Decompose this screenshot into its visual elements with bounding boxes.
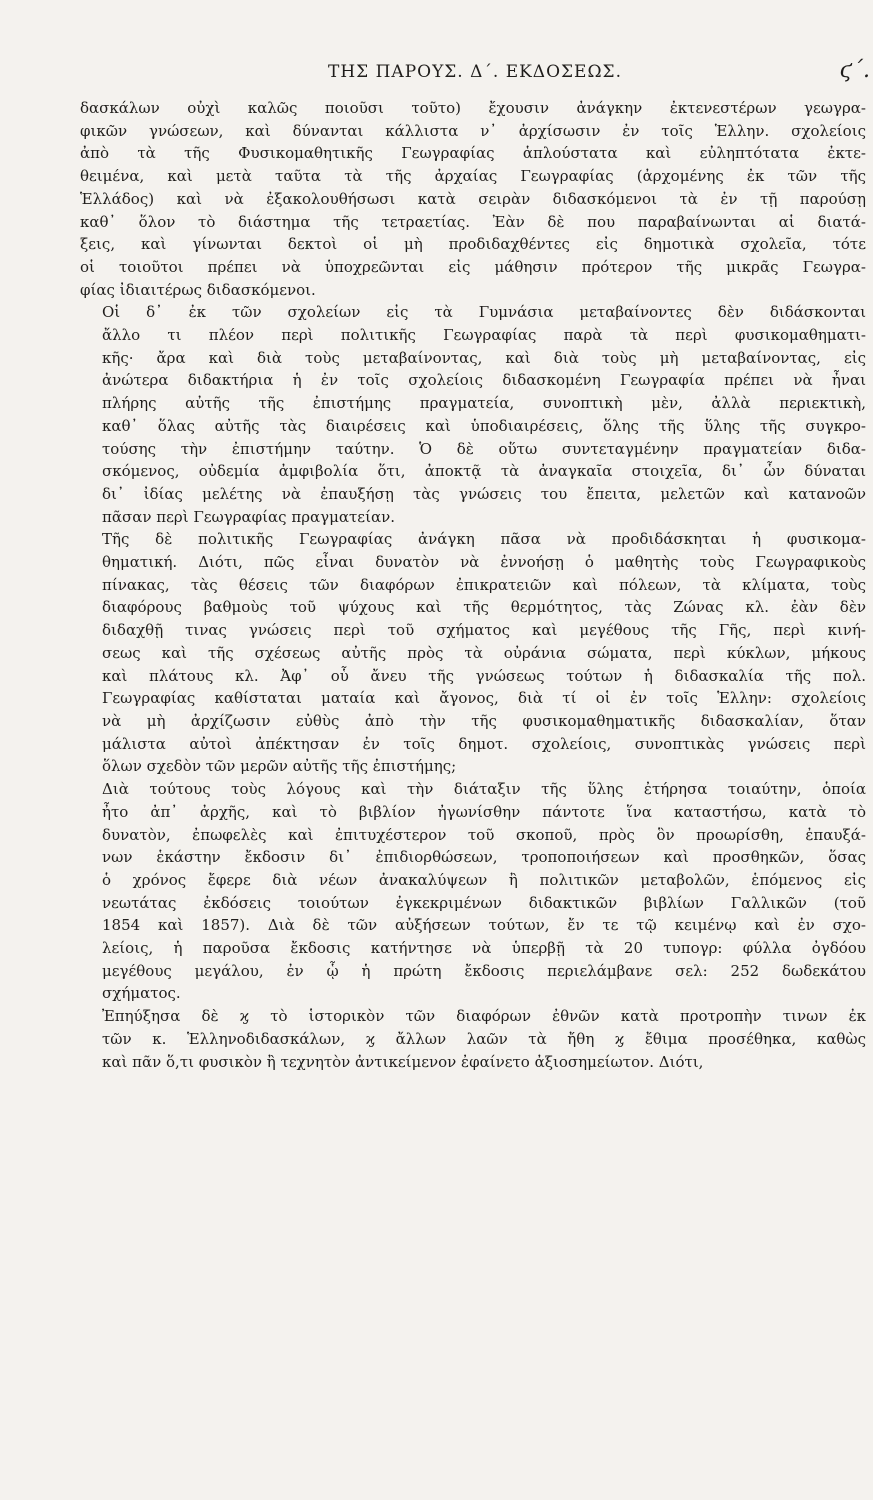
text-line: δυνατὸν, ἐπωφελὲς καὶ ἐπιτυχέστερον τοῦ σκοποῦ, πρὸς ὃν προωρίσθη, ἐπαυξά-: [102, 825, 866, 844]
text-line: μεγέθους μεγάλου, ἐν ᾧ ἡ πρώτη ἔκδοσις περιελάμβανε σελ: 252 δωδεκάτου: [102, 961, 866, 980]
page-header: [80, 58, 870, 92]
text-line: ἀπὸ τὰ τῆς Φυσικομαθητικῆς Γεωγραφίας ἁπλούστατα καὶ εὐληπτότατα ἐκτε-: [80, 144, 866, 163]
text-line: φίας ἰδιαιτέρως διδασκόμενοι.: [80, 280, 316, 299]
text-line: σεως καὶ τῆς σχέσεως αὐτῆς πρὸς τὰ οὐράνια σώματα, περὶ κύκλων, μήκους: [102, 643, 866, 662]
text-line: Τῆς δὲ πολιτικῆς Γεωγραφίας ἀνάγκη πᾶσα νὰ προδιδάσκηται ἡ φυσικομα-: [102, 530, 866, 549]
text-line: σχήματος.: [102, 984, 181, 1003]
text-line: καθ᾽ ὅλας αὐτῆς τὰς διαιρέσεις καὶ ὑποδιαιρέσεις, ὅλης τῆς ὕλης τῆς συγκρο-: [102, 416, 866, 435]
text-line: Ἐπηύξησα δὲ ϗ τὸ ἱστορικὸν τῶν διαφόρων ἐθνῶν κατὰ προτροπὴν τινων ἐκ: [102, 1007, 866, 1026]
paragraph: [80, 528, 866, 778]
text-line: καὶ πᾶν ὅ,τι φυσικὸν ἢ τεχνητὸν ἀντικείμενον ἐφαίνετο ἀξιοσημείωτον. Διότι,: [102, 1052, 704, 1071]
text-line: δασκάλων οὐχὶ καλῶς ποιοῦσι τοῦτο) ἔχουσιν ἀνάγκην ἐκτενεστέρων γεωγρα-: [80, 99, 866, 117]
text-line: φικῶν γνώσεων, καὶ δύνανται κάλλιστα ν᾽ ἀρχίσωσιν ἐν τοῖς Ἑλλην. σχολείοις: [80, 121, 866, 140]
text-line: ἄλλο τι πλέον περὶ πολιτικῆς Γεωγραφίας παρὰ τὰ περὶ φυσικομαθηματι-: [102, 326, 866, 345]
text-line: πᾶσαν περὶ Γεωγραφίας πραγματείαν.: [102, 507, 395, 526]
text-line: ἦτο ἀπ᾽ ἀρχῆς, καὶ τὸ βιβλίον ἠγωνίσθην πάντοτε ἵνα καταστήσω, κατὰ τὸ: [102, 802, 866, 821]
text-line: δι᾽ ἰδίας μελέτης νὰ ἐπαυξήσῃ τὰς γνώσεις του ἔπειτα, μελετῶν καὶ κατανοῶν: [102, 484, 866, 503]
text-line: θηματική. Διότι, πῶς εἶναι δυνατὸν νὰ ἐννοήσῃ ὁ μαθητὴς τοὺς Γεωγραφικοὺς: [102, 553, 866, 572]
text-line: Γεωγραφίας καθίσταται ματαία καὶ ἄγονος, διὰ τί οἱ ἐν τοῖς Ἑλλην: σχολείοις: [102, 689, 866, 708]
text-line: μάλιστα αὐτοὶ ἀπέκτησαν ἐν τοῖς δημοτ. σχολείοις, συνοπτικὰς γνώσεις περὶ: [102, 734, 866, 753]
body-text: [80, 97, 866, 1073]
text-line: διδαχθῇ τινας γνώσεις περὶ τοῦ σχήματος καὶ μεγέθους τῆς Γῆς, περὶ κινή-: [102, 621, 866, 640]
text-line: ὅλων σχεδὸν τῶν μερῶν αὐτῆς τῆς ἐπιστήμης;: [102, 757, 457, 776]
text-line: τῶν κ. Ἑλληνοδιδασκάλων, ϗ ἄλλων λαῶν τὰ ἤθη ϗ ἔθιμα προσέθηκα, καθὼς: [102, 1029, 866, 1048]
paragraph: [80, 301, 866, 528]
paragraph: [80, 97, 866, 301]
paragraph: [80, 1005, 866, 1073]
text-line: θειμένα, καὶ μετὰ ταῦτα τὰ τῆς ἀρχαίας Γεωγραφίας (ἀρχομένης ἐκ τῶν τῆς: [80, 167, 866, 186]
text-line: νων ἑκάστην ἔκδοσιν δι᾽ ἐπιδιορθώσεων, τροποποιήσεων καὶ προσθηκῶν, ὅσας: [102, 848, 866, 867]
text-line: καὶ πλάτους κλ. Ἀφ᾽ οὗ ἄνευ τῆς γνώσεως τούτων ἡ διδασκαλία τῆς πολ.: [102, 666, 866, 685]
text-line: πλήρης αὐτῆς τῆς ἐπιστήμης πραγματεία, συνοπτικὴ μὲν, ἀλλὰ περιεκτικὴ,: [102, 394, 866, 413]
text-line: Ἑλλάδος) καὶ νὰ ἐξακολουθήσωσι κατὰ σειρὰν διδασκόμενοι τὰ ἐν τῇ παρούσῃ: [80, 189, 866, 208]
text-line: καθ᾽ ὅλον τὸ διάστημα τῆς τετραετίας. Ἐὰν δὲ που παραβαίνωνται αἱ διατά-: [80, 212, 866, 231]
text-line: λείοις, ἡ παροῦσα ἔκδοσις κατήντησε νὰ ὑπερβῇ τὰ 20 τυπογρ: φύλλα ὀγδόου: [102, 939, 866, 958]
text-line: οἱ τοιοῦτοι πρέπει νὰ ὑποχρεῶνται εἰς μάθησιν πρότερον τῆς μικρᾶς Γεωγρα-: [80, 257, 866, 276]
text-line: τούσης τὴν ἐπιστήμην ταύτην. Ὁ δὲ οὕτω συντεταγμένην πραγματείαν διδα-: [102, 439, 866, 458]
text-line: διαφόρους βαθμοὺς τοῦ ψύχους καὶ τῆς θερμότητος, τὰς Ζώνας κλ. ἐὰν δὲν: [102, 598, 866, 617]
text-line: σκόμενος, οὐδεμία ἀμφιβολία ὅτι, ἀποκτᾷ τὰ ἀναγκαῖα στοιχεῖα, δι᾽ ὧν δύναται: [102, 462, 866, 481]
text-line: Οἱ δ᾽ ἐκ τῶν σχολείων εἰς τὰ Γυμνάσια μεταβαίνοντες δὲν διδάσκονται: [102, 303, 866, 322]
running-head: ΤΗΣ ΠΑΡΟΥΣ. Δ΄. ΕΚΔΟΣΕΩΣ.: [328, 62, 622, 82]
text-line: νὰ μὴ ἀρχίζωσιν εὐθὺς ἀπὸ τὴν τῆς φυσικομαθηματικῆς διδασκαλίαν, ὅταν: [102, 711, 866, 730]
text-line: πίνακας, τὰς θέσεις τῶν διαφόρων ἐπικρατειῶν καὶ πόλεων, τὰ κλίματα, τοὺς: [102, 575, 866, 594]
text-line: Διὰ τούτους τοὺς λόγους καὶ τὴν διάταξιν τῆς ὕλης ἐτήρησα τοιαύτην, ὁποία: [102, 780, 866, 799]
page-number: ϛ΄.: [839, 58, 870, 83]
paragraph: [80, 778, 866, 1005]
text-line: 1854 καὶ 1857). Διὰ δὲ τῶν αὐξήσεων τούτων, ἔν τε τῷ κειμένῳ καὶ ἐν σχο-: [102, 916, 866, 935]
text-line: ξεις, καὶ γίνωνται δεκτοὶ οἱ μὴ προδιδαχθέντες εἰς δημοτικὰ σχολεῖα, τότε: [80, 235, 866, 254]
text-line: ἀνώτερα διδακτήρια ἡ ἐν τοῖς σχολείοις διδασκομένη Γεωγραφία πρέπει νὰ ἦναι: [102, 371, 866, 390]
text-line: νεωτάτας ἐκδόσεις τοιούτων ἐγκεκριμένων διδακτικῶν βιβλίων Γαλλικῶν (τοῦ: [102, 893, 866, 912]
text-line: ὁ χρόνος ἔφερε διὰ νέων ἀνακαλύψεων ἢ πολιτικῶν μεταβολῶν, ἑπόμενος εἰς: [102, 870, 866, 889]
text-line: κῆς· ἄρα καὶ διὰ τοὺς μεταβαίνοντας, καὶ διὰ τοὺς μὴ μεταβαίνοντας, εἰς: [102, 348, 866, 367]
